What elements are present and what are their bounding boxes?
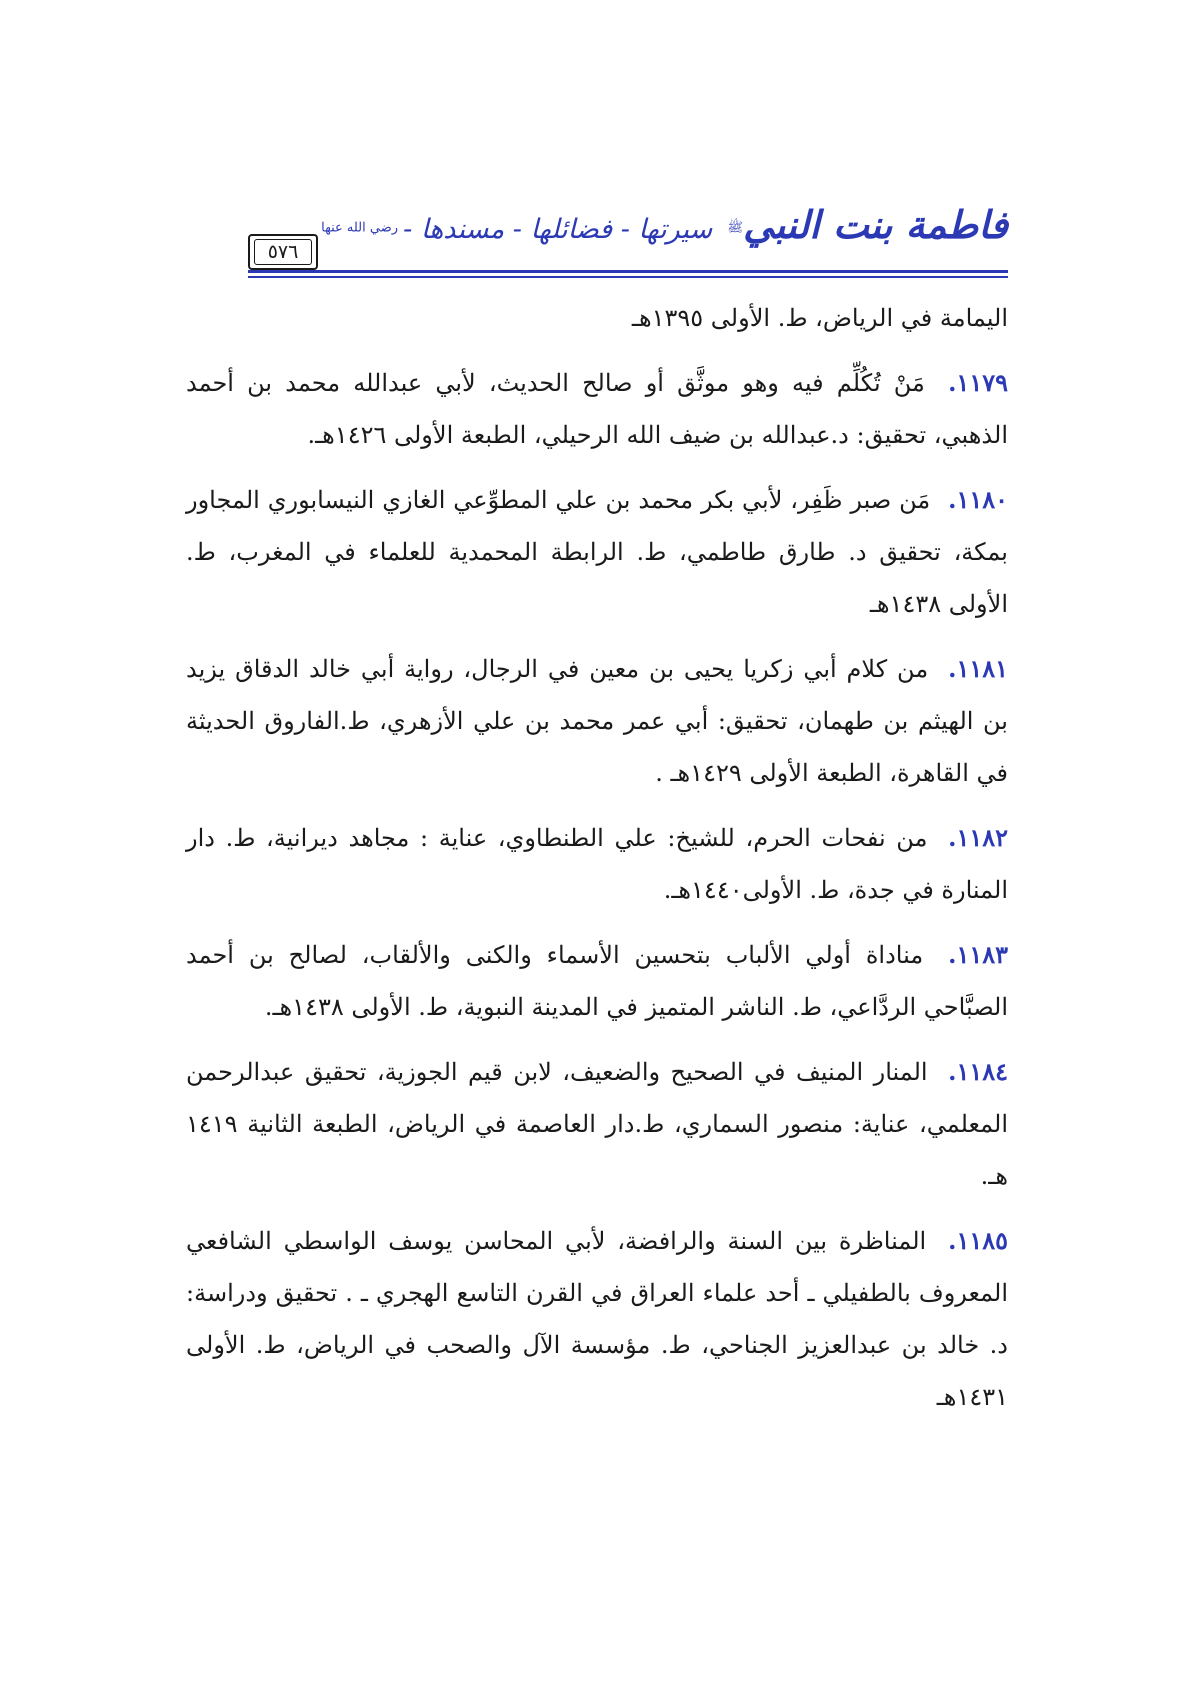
reference-entry — [186, 1046, 1008, 1202]
honorific-main: ﷺ — [727, 220, 744, 236]
entry-number: ١١٨٤. — [948, 1057, 1008, 1086]
reference-entry — [186, 1215, 1008, 1423]
entry-text: المناظرة بين السنة والرافضة، لأبي المحاسن يوسف الواسطي الشافعي المعروف بالطفيلي ـ أحد علماء العراق في القرن التاسع الهجري ـ . تحقيق ودراسة: د. خالد بن عبدالعزيز الجناحي، ط. مؤسسة الآل والصحب في الرياض، ط. الأولى ١٤٣١هـ — [186, 1227, 1008, 1411]
entry-text: المنار المنيف في الصحيح والضعيف، لابن قيم الجوزية، تحقيق عبدالرحمن المعلمي، عناية: منصور السماري، ط.دار العاصمة في الرياض، الطبعة الثانية ١٤١٩ هـ. — [186, 1058, 1008, 1190]
reference-entry — [186, 929, 1008, 1033]
entry-number: ١١٨٠. — [948, 485, 1008, 514]
entry-text: مَنْ تُكُلِّم فيه وهو موثَّق أو صالح الحديث، لأبي عبدالله محمد بن أحمد الذهبي، تحقيق: د.عبدالله بن ضيف الله الرحيلي، الطبعة الأولى ١٤٢٦هـ. — [186, 369, 1008, 449]
entry-number: ١١٨١. — [948, 654, 1008, 683]
honorific-sub: رضي الله عنها — [321, 220, 399, 236]
reference-entry — [186, 474, 1008, 630]
page-header — [248, 200, 1008, 280]
book-title-main: فاطمة بنت النبي — [743, 202, 1008, 247]
entry-number: ١١٨٥. — [948, 1226, 1008, 1255]
entry-number: ١١٨٢. — [948, 823, 1008, 852]
entry-text: مَن صبر ظَفِر، لأبي بكر محمد بن علي المطوِّعي الغازي النيسابوري المجاور بمكة، تحقيق د. طارق طاطمي، ط. الرابطة المحمدية للعلماء في المغرب، ط. الأولى ١٤٣٨هـ — [186, 486, 1008, 618]
continuation-text: اليمامة في الرياض، ط. الأولى ١٣٩٥هـ — [631, 304, 1008, 332]
header-rule-thin — [248, 276, 1008, 278]
entry-text: مناداة أولي الألباب بتحسين الأسماء والكنى والألقاب، لصالح بن أحمد الصبَّاحي الردَّاعي، ط. الناشر المتميز في المدينة النبوية، ط. الأولى ١٤٣٨هـ. — [186, 941, 1008, 1021]
reference-entry — [186, 643, 1008, 799]
reference-entry — [186, 812, 1008, 916]
book-title-sub: سيرتها - فضائلها - مسندها - — [403, 214, 713, 245]
entry-text: من نفحات الحرم، للشيخ: علي الطنطاوي، عناية : مجاهد ديرانية، ط. دار المنارة في جدة، ط. الأولى١٤٤٠هـ. — [186, 824, 1008, 904]
entry-number: ١١٧٩. — [948, 368, 1008, 397]
header-rule-thick — [248, 270, 1008, 273]
entry-number: ١١٨٣. — [948, 940, 1009, 969]
book-title — [321, 202, 1008, 264]
entry-text: من كلام أبي زكريا يحيى بن معين في الرجال، رواية أبي خالد الدقاق يزيد بن الهيثم بن طهمان، تحقيق: أبي عمر محمد بن علي الأزهري، ط.الفاروق الحديثة في القاهرة، الطبعة الأولى ١٤٢٩هـ . — [186, 655, 1008, 787]
references-list — [186, 292, 1008, 1436]
page-number: ٥٧٦ — [248, 234, 318, 270]
reference-entry — [186, 357, 1008, 461]
